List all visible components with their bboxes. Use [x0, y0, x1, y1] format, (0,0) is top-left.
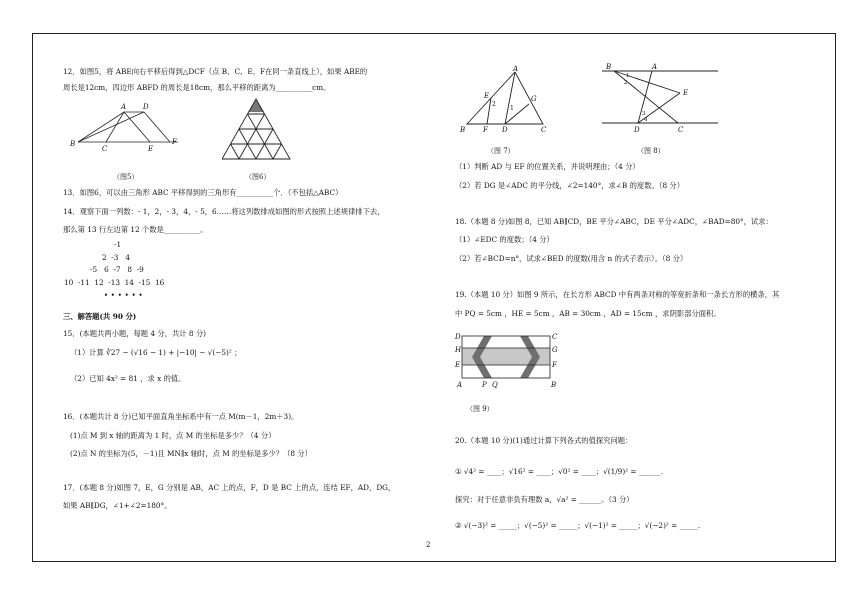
question-18-line3: （2）若∠BCD=n°，试求∠BED 的度数(用含 n 的式子表示）。（8 分） — [455, 254, 688, 263]
q15-2-prefix: （2）已知 — [70, 374, 104, 383]
figure-5-caption: （图5） — [113, 173, 139, 181]
figure-9 — [452, 330, 562, 390]
fig8-label-c: C — [678, 126, 684, 134]
section-3-heading: 三、解答题(共 90 分) — [63, 312, 137, 321]
fig5-label-f: F — [172, 138, 177, 146]
pyramid-row-1: -1 — [114, 240, 122, 249]
fig8-angle-2: 2 — [624, 80, 628, 86]
question-12-line2: 周长是12cm，四边形 ABFD 的周长是18cm，那么平移的距离为__________cm。 — [63, 83, 331, 92]
q15-1-expression: ∛27 − (√16 − 1) + |−10| − √(−5)² — [106, 348, 232, 357]
fig7-label-e: E — [484, 92, 490, 100]
question-18-line1: 18.（本题 8 分)如图 8，已知 AB∥CD，BE 平分∠ABC，DE 平分∠ADC，∠BAD=80°，试求： — [455, 217, 773, 226]
question-14-line2: 那么第 13 行左边第 12 个数是__________。 — [63, 225, 208, 234]
fig9-label-d: D — [455, 333, 461, 341]
pyramid-row-2: 2 -3 4 — [102, 253, 130, 262]
fig8-angle-1: 1 — [626, 73, 630, 79]
question-14-line1: 14．观察下面一列数：- 1，2，- 3，4，- 5，6……将这列数排成如图的形式按照上述规律排下去， — [63, 207, 385, 216]
fig7-angle-2: 2 — [492, 101, 496, 108]
question-13: 13．如图6，可以由三角形 ABC 平移得到的三角形有__________个．（不包括△ABC） — [63, 188, 343, 197]
q15-1-prefix: （1）计算 — [70, 348, 104, 357]
fig8-label-e: E — [683, 89, 689, 97]
pyramid-row-4: 10 -11 12 -13 14 -15 16 — [64, 278, 165, 287]
fig5-label-d: D — [143, 103, 149, 111]
figure-7-caption: （图 7） — [487, 147, 515, 155]
fig9-label-g: G — [552, 346, 558, 354]
fig8-angle-4: 4 — [644, 117, 648, 123]
question-20-heading: 20.（本题 10 分)(1)通过计算下列各式的值探究问题： — [455, 436, 633, 445]
q15-2-expression: 4x² = 81 — [106, 374, 138, 383]
question-15-part-2 — [70, 374, 185, 383]
question-16-line2: (1)点 M 到 x 轴的距离为 1 时，点 M 的坐标是多少？（4 分） — [70, 431, 276, 440]
fig8-label-a: A — [652, 63, 658, 71]
question-19-line2: 中 PQ = 5cm ，HE = 5cm ，AB = 30cm ，AD = 15cm ，求阴影部分面积。 — [455, 309, 721, 318]
fig5-label-c: C — [102, 145, 108, 152]
question-17-part-1: （1）判断 AD 与 EF 的位置关系，并说明理由；（4 分） — [455, 162, 640, 171]
pyramid-row-3: -5 6 -7 8 -9 — [90, 265, 144, 274]
fig9-label-a: A — [457, 381, 463, 389]
figure-5 — [66, 100, 186, 152]
question-18-line2: （1）∠EDC 的度数；（4 分） — [455, 235, 554, 244]
question-12-line1: 12．如图5，将 ABE向右平移后得到△DCF（点 B、C、E、F在同一条直线上），如果 ABE的 — [63, 67, 368, 76]
fig7-angle-1: 1 — [510, 105, 514, 112]
fig7-label-b: B — [460, 126, 466, 134]
q15-2-end: ，求 x 的值。 — [140, 374, 186, 383]
fig5-label-e: E — [148, 145, 154, 152]
fig7-label-d: D — [502, 126, 508, 134]
question-16-line3: (2)点 N 的坐标为(5，－1)且 MN∥x 轴时，点 M 的坐标是多少？（8 分） — [70, 449, 312, 458]
question-20-explore: 探究：对于任意非负有理数 a，√a² = ______。（3 分） — [455, 495, 634, 504]
question-20-row-1: ① √4² = ____；√16² = ____；√0² = ____；√(1/9)² = ______. — [455, 467, 664, 476]
figure-9-caption: （图 9） — [466, 405, 494, 413]
question-15-part-1 — [70, 348, 241, 357]
fig7-label-f: F — [483, 126, 488, 134]
question-17-part-2: （2）若 DG 是∠ADC 的平分线，∠2=140°，求∠B 的度数。（8 分） — [455, 181, 684, 190]
figure-7 — [455, 64, 550, 136]
fig8-angle-3: 3 — [642, 111, 646, 117]
figure-6-caption: （图6） — [245, 173, 271, 181]
fig7-label-g: G — [531, 95, 537, 103]
fig9-label-b: B — [551, 381, 557, 389]
fig8-label-d: D — [634, 126, 640, 134]
figure-8-caption: （图 8） — [637, 147, 665, 155]
fig9-label-c: C — [552, 333, 558, 341]
fig7-label-a: A — [513, 65, 519, 73]
page-number: 2 — [426, 541, 431, 549]
question-19-line1: 19.（本题 10 分）如图 9 所示，在长方形 ABCD 中有两条对称的等宽折条和一条长方形的横条，其 — [455, 290, 780, 299]
figure-8 — [600, 60, 720, 136]
question-17-line2: 如果 AB∥DG，∠1+∠2=180°。 — [63, 501, 172, 510]
question-15-heading: 15．(本题共两小题，每题 4 分，共计 8 分) — [63, 329, 206, 338]
fig9-label-p: P — [482, 381, 487, 389]
fig8-label-b: B — [606, 63, 612, 71]
fig9-label-h: H — [455, 346, 462, 354]
fig5-label-a: A — [121, 103, 127, 111]
question-20-row-2: ② √(−3)² = _____；√(−5)² = _____；√(−1)² = _____；√(−2)² = _____. — [455, 521, 701, 530]
question-16-line1: 16．(本题共计 8 分)已知平面直角坐标系中有一点 M(m－1，2m＋3)。 — [63, 412, 299, 421]
fig7-label-c: C — [541, 126, 547, 134]
fig9-label-e: E — [455, 361, 461, 369]
pyramid-ellipsis: • • • • • • — [104, 292, 143, 299]
fig9-label-q: Q — [492, 381, 498, 389]
fig9-label-f: F — [552, 361, 557, 369]
q15-1-end: ； — [234, 348, 242, 357]
question-17-line1: 17．(本题 8 分)如图 7，E，G 分别是 AB，AC 上的点，F，D 是 BC 上的点，连结 EF，AD，DG， — [63, 483, 396, 492]
figure-6 — [222, 98, 298, 162]
fig5-label-b: B — [70, 140, 76, 148]
